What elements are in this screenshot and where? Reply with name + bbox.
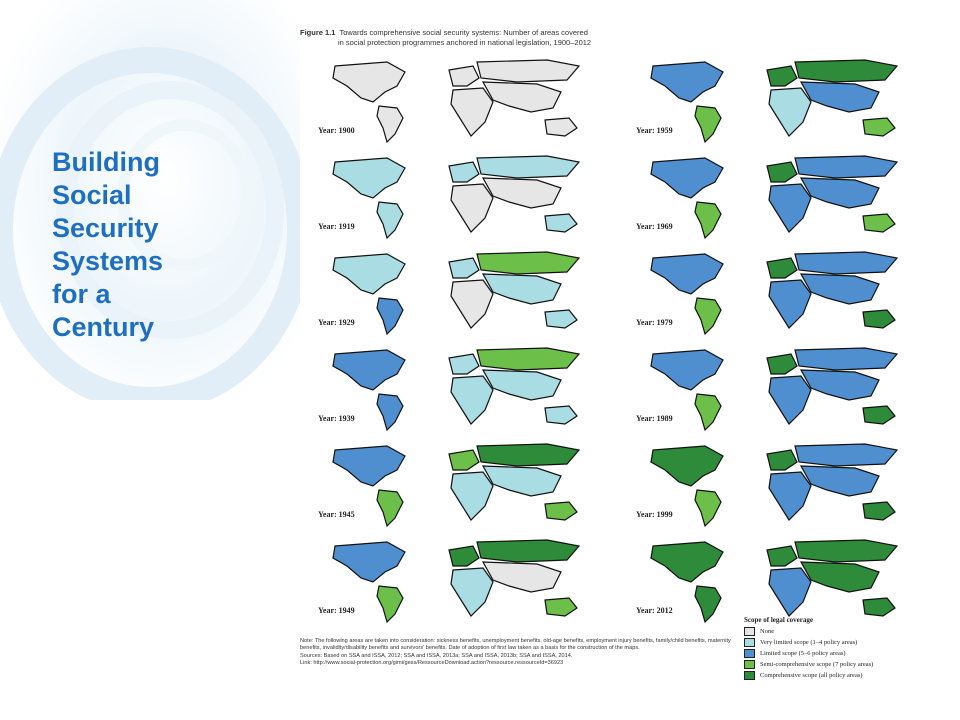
north-america-shape (651, 254, 723, 294)
africa-shape (769, 184, 811, 232)
slide-title (52, 146, 222, 344)
north-america-shape (333, 158, 405, 198)
map-panel (302, 152, 602, 240)
oceania-shape (545, 502, 577, 520)
africa-shape (451, 88, 493, 136)
south-america-shape (695, 586, 721, 622)
legend-swatch (744, 671, 755, 680)
year-label: Year: 1939 (318, 414, 355, 423)
africa-shape (451, 184, 493, 232)
year-label: Year: 1919 (318, 222, 355, 231)
legend-label: Very limited scope (1–4 policy areas) (760, 638, 858, 646)
russia-shape (795, 348, 897, 370)
north-america-shape (651, 350, 723, 390)
north-america-shape (651, 446, 723, 486)
year-label: Year: 1945 (318, 510, 355, 519)
legend (744, 616, 944, 681)
oceania-shape (545, 598, 577, 616)
legend-title: Scope of legal coverage (744, 616, 814, 624)
figure-notes (300, 638, 738, 668)
legend-swatch (744, 660, 755, 669)
africa-shape (451, 280, 493, 328)
north-america-shape (333, 254, 405, 294)
russia-shape (795, 444, 897, 466)
legend-item-very-limited (744, 637, 944, 647)
map-panel (302, 344, 602, 432)
africa-shape (451, 568, 493, 616)
oceania-shape (545, 214, 577, 232)
asia-shape (801, 466, 879, 496)
europe-shape (767, 450, 797, 470)
russia-shape (795, 540, 897, 562)
south-america-shape (377, 490, 403, 526)
russia-shape (477, 444, 579, 466)
legend-item-semi-comprehensive (744, 659, 944, 669)
year-label: Year: 1929 (318, 318, 355, 327)
north-america-shape (651, 542, 723, 582)
note-text: Note: The following areas are taken into consideration: sickness benefits, unemployment benefits, old-age benefits, employment injury benefits, family/child benefits, maternity benefits, invalidity/disability benefits and survivors' benefits. Date of adoption of first law taken as a basis for the construction of the maps. (300, 638, 731, 652)
russia-shape (477, 156, 579, 178)
asia-shape (483, 562, 561, 592)
russia-shape (477, 60, 579, 82)
asia-shape (483, 466, 561, 496)
year-label: Year: 1969 (636, 222, 673, 231)
map-panel (620, 248, 920, 336)
oceania-shape (863, 310, 895, 328)
legend-item-none (744, 626, 944, 636)
title-line: Building (52, 147, 160, 177)
legend-label: Semi-comprehensive scope (7 policy areas) (760, 660, 874, 668)
africa-shape (769, 280, 811, 328)
legend-label: Comprehensive scope (all policy areas) (760, 671, 863, 679)
title-line: Social (52, 180, 132, 210)
europe-shape (767, 258, 797, 278)
europe-shape (767, 66, 797, 86)
year-label: Year: 1979 (636, 318, 673, 327)
link-text[interactable]: Link: http://www.social-protection.org/gimi/gess/RessourceDownload.action?ressource.ressourceId=36923 (300, 660, 564, 667)
map-panel (302, 248, 602, 336)
russia-shape (795, 252, 897, 274)
africa-shape (769, 472, 811, 520)
europe-shape (449, 66, 479, 86)
north-america-shape (333, 62, 405, 102)
south-america-shape (695, 202, 721, 238)
asia-shape (483, 370, 561, 400)
south-america-shape (377, 106, 403, 142)
year-label: Year: 1949 (318, 606, 355, 615)
oceania-shape (545, 118, 577, 136)
europe-shape (449, 162, 479, 182)
year-label: Year: 1989 (636, 414, 673, 423)
africa-shape (769, 88, 811, 136)
oceania-shape (863, 598, 895, 616)
asia-shape (483, 274, 561, 304)
legend-label: Limited scope (5–6 policy areas) (760, 649, 846, 657)
europe-shape (449, 450, 479, 470)
europe-shape (449, 354, 479, 374)
south-america-shape (695, 490, 721, 526)
map-panel (620, 344, 920, 432)
south-america-shape (377, 298, 403, 334)
north-america-shape (651, 158, 723, 198)
title-line: Systems (52, 246, 164, 276)
europe-shape (767, 354, 797, 374)
title-line: Security (52, 213, 159, 243)
asia-shape (801, 82, 879, 112)
oceania-shape (545, 310, 577, 328)
year-label: Year: 1999 (636, 510, 673, 519)
caption-line-1: Towards comprehensive social security systems: Number of areas covered (339, 28, 588, 37)
figure-number: Figure 1.1 (300, 28, 336, 37)
europe-shape (449, 258, 479, 278)
year-label: Year: 2012 (636, 606, 673, 615)
south-america-shape (377, 394, 403, 430)
europe-shape (767, 162, 797, 182)
south-america-shape (695, 106, 721, 142)
title-line: Century (52, 312, 155, 342)
russia-shape (477, 540, 579, 562)
legend-swatch (744, 627, 755, 636)
russia-shape (795, 156, 897, 178)
map-panel (620, 152, 920, 240)
legend-swatch (744, 638, 755, 647)
map-panel (620, 440, 920, 528)
caption-line-2: in social protection programmes anchored in national legislation, 1900–2012 (338, 38, 592, 47)
north-america-shape (333, 350, 405, 390)
oceania-shape (545, 406, 577, 424)
europe-shape (767, 546, 797, 566)
asia-shape (801, 562, 879, 592)
figure-caption (300, 28, 900, 48)
asia-shape (483, 82, 561, 112)
legend-label: None (760, 627, 775, 635)
legend-swatch (744, 649, 755, 658)
africa-shape (451, 472, 493, 520)
year-label: Year: 1900 (318, 126, 355, 135)
oceania-shape (863, 406, 895, 424)
asia-shape (801, 370, 879, 400)
legend-item-limited (744, 648, 944, 658)
map-panel (620, 56, 920, 144)
asia-shape (483, 178, 561, 208)
map-panel (302, 56, 602, 144)
map-panel (620, 536, 920, 624)
north-america-shape (333, 542, 405, 582)
legend-item-comprehensive (744, 670, 944, 680)
asia-shape (801, 274, 879, 304)
south-america-shape (377, 586, 403, 622)
russia-shape (795, 60, 897, 82)
russia-shape (477, 252, 579, 274)
oceania-shape (863, 502, 895, 520)
russia-shape (477, 348, 579, 370)
south-america-shape (377, 202, 403, 238)
coverage-map-figure (296, 22, 944, 702)
title-line: for a (52, 279, 111, 309)
oceania-shape (863, 214, 895, 232)
map-panel (302, 440, 602, 528)
north-america-shape (333, 446, 405, 486)
north-america-shape (651, 62, 723, 102)
south-america-shape (695, 394, 721, 430)
africa-shape (451, 376, 493, 424)
year-label: Year: 1959 (636, 126, 673, 135)
europe-shape (449, 546, 479, 566)
africa-shape (769, 376, 811, 424)
south-america-shape (695, 298, 721, 334)
africa-shape (769, 568, 811, 616)
oceania-shape (863, 118, 895, 136)
asia-shape (801, 178, 879, 208)
map-panel (302, 536, 602, 624)
sources-text: Sources: Based on SSA and ISSA, 2012; SSA and ISSA, 2013a; SSA and ISSA, 2013b; SSA and ISSA, 2014. (300, 652, 573, 659)
